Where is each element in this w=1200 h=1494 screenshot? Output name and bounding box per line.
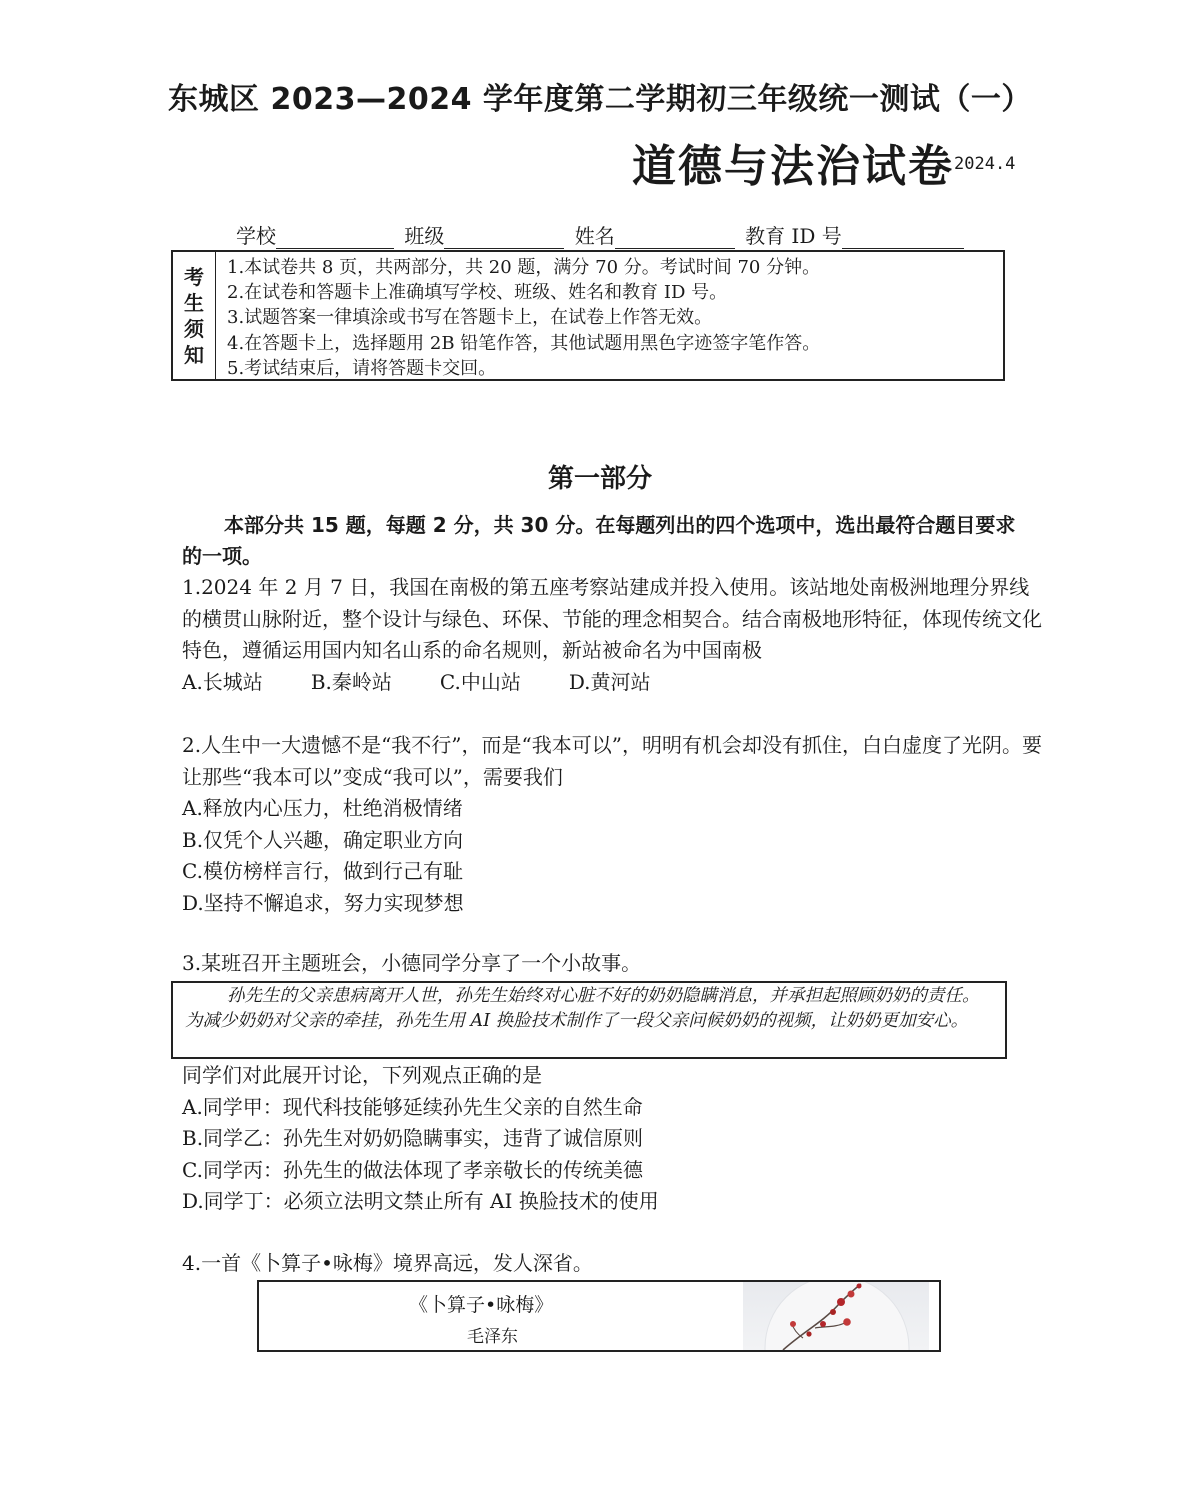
poem-title: 《卜算子•咏梅》: [409, 1294, 554, 1316]
question-stem: 1.2024 年 2 月 7 日，我国在南极的第五座考察站建成并投入使用。该站地处南极洲地理分界线的横贯山脉附近，整个设计与绿色、环保、节能的理念相契合。结合南极地形特征，体现传统文化特色，遵循运用国内知名山系的命名规则，新站被命名为中国南极: [182, 575, 1042, 662]
class-label: 班级: [404, 224, 445, 248]
name-blank[interactable]: [615, 226, 735, 249]
notice-char: 知: [184, 342, 204, 367]
notice-item: 3.试题答案一律填涂或书写在答题卡上，在试卷上作答无效。: [227, 307, 713, 329]
option-b[interactable]: B.仅凭个人兴趣，确定职业方向: [182, 827, 464, 852]
poem-author: 毛泽东: [467, 1327, 518, 1347]
story-box: 孙先生的父亲患病离开人世，孙先生始终对心脏不好的奶奶隐瞒消息，并承担起照顾奶奶的责任。为减少奶奶对父亲的牵挂，孙先生用 AI 换脸技术制作了一段父亲问候奶奶的视频，让奶奶更加安心。: [171, 981, 1007, 1059]
notice-item: 5.考试结束后，请将答题卡交回。: [227, 357, 497, 379]
option-c[interactable]: C.同学丙：孙先生的做法体现了孝亲敬长的传统美德: [182, 1157, 643, 1182]
part-one-description: 本部分共 15 题，每题 2 分，共 30 分。在每题列出的四个选项中，选出最符合题目要求的一项。: [182, 513, 1016, 568]
school-blank[interactable]: [276, 226, 394, 249]
question-1: [182, 572, 1042, 698]
question-stem: 2.人生中一大遗憾不是“我不行”，而是“我本可以”，明明有机会却没有抓住，白白虚度了光阴。要让那些“我本可以”变成“我可以”，需要我们: [182, 733, 1042, 789]
part-one-title: 第一部分: [547, 464, 652, 494]
id-label: 教育 ID 号: [745, 224, 842, 248]
option-d[interactable]: D.同学丁：必须立法明文禁止所有 AI 换脸技术的使用: [182, 1189, 659, 1213]
option-d[interactable]: D.黄河站: [568, 669, 651, 694]
exam-notice-box: [171, 250, 1005, 381]
question-3-stem: 3.某班召开主题班会，小德同学分享了一个小故事。: [182, 951, 642, 975]
notice-item: 1.本试卷共 8 页，共两部分，共 20 题，满分 70 分。考试时间 70 分钟。: [227, 257, 821, 278]
notice-items: [227, 255, 820, 381]
name-label: 姓名: [574, 224, 615, 248]
school-label: 学校: [236, 224, 276, 248]
notice-item: 2.在试卷和答题卡上准确填写学校、班级、姓名和教育 ID 号。: [227, 282, 728, 304]
option-a[interactable]: A.同学甲：现代科技能够延续孙先生父亲的自然生命: [182, 1094, 643, 1119]
question-3-body: [182, 1060, 1042, 1218]
notice-char: 考: [184, 264, 204, 289]
exam-subject: 道德与法治试卷: [632, 141, 954, 192]
option-a[interactable]: A.长城站: [182, 669, 263, 694]
exam-title: 东城区 2023—2024 学年度第二学期初三年级统一测试（一）: [168, 82, 1032, 117]
question-options: [182, 667, 1042, 699]
question-followup: 同学们对此展开讨论，下列观点正确的是: [182, 1063, 542, 1087]
exam-date: 2024.4: [954, 154, 1016, 174]
option-d[interactable]: D.坚持不懈追求，努力实现梦想: [182, 890, 464, 915]
notice-char: 须: [184, 316, 204, 341]
notice-side-label: [173, 252, 216, 379]
class-blank[interactable]: [444, 226, 564, 249]
question-2: [182, 730, 1042, 919]
option-a[interactable]: A.释放内心压力，杜绝消极情绪: [182, 796, 463, 820]
id-blank[interactable]: [842, 226, 964, 249]
plum-blossom-image: [743, 1282, 929, 1350]
notice-char: 生: [184, 290, 204, 315]
option-c[interactable]: C.模仿榜样言行，做到行己有耻: [182, 859, 463, 883]
option-c[interactable]: C.中山站: [439, 669, 521, 694]
notice-item: 4.在答题卡上，选择题用 2B 铅笔作答，其他试题用黑色字迹签字笔作答。: [227, 332, 821, 354]
option-b[interactable]: B.同学乙：孙先生对奶奶隐瞒事实，违背了诚信原则: [182, 1126, 644, 1150]
plum-branch-illustration: [743, 1282, 929, 1350]
student-info-row: [236, 220, 968, 249]
poem-box: [257, 1280, 941, 1352]
question-4-stem: 4.一首《卜算子•咏梅》境界高远，发人深省。: [182, 1251, 593, 1275]
option-b[interactable]: B.秦岭站: [310, 669, 392, 694]
